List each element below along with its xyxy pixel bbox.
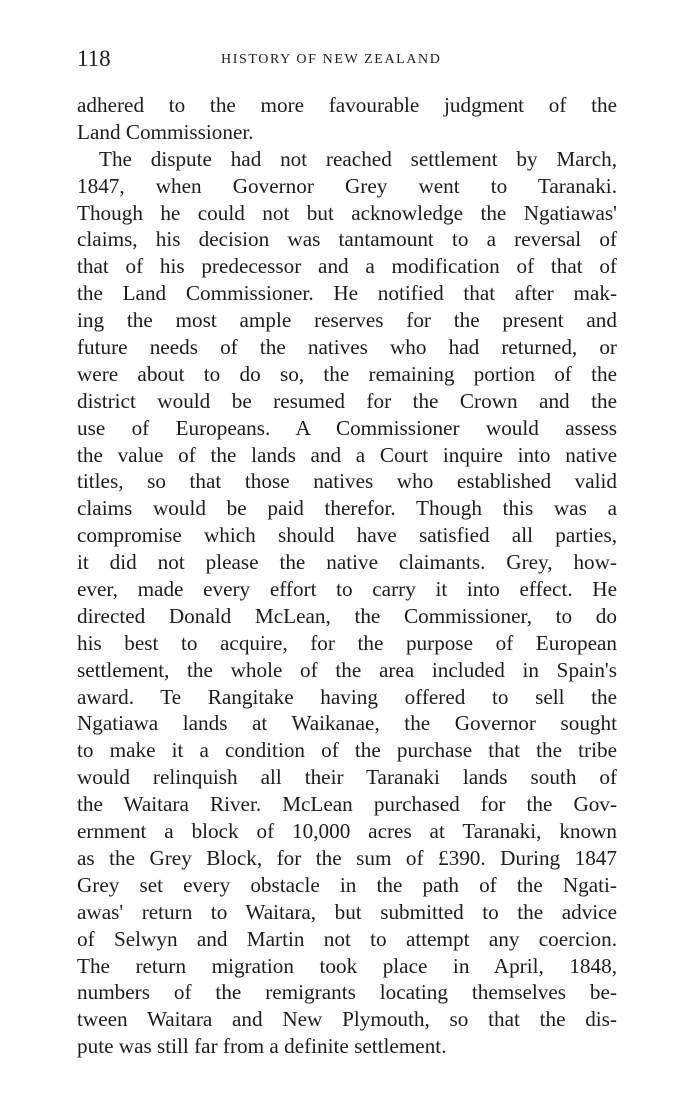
text-line: award. Te Rangitake having offered to sell the [77, 684, 617, 709]
text-line: to make it a condition of the purchase that the tribe [77, 738, 617, 763]
text-line: were about to do so, the remaining portion of the [77, 361, 617, 386]
text-line: 1847, when Governor Grey went to Taranaki. [77, 173, 617, 198]
text-line: numbers of the remigrants locating themselves be- [77, 980, 617, 1005]
running-title: HISTORY OF NEW ZEALAND [221, 52, 442, 67]
text-line: pute was still far from a definite settlement. [77, 1034, 447, 1059]
text-line: would relinquish all their Taranaki lands south of [77, 765, 617, 790]
text-line: Ngatiawa lands at Waikanae, the Governor sought [77, 711, 617, 736]
text-line: The return migration took place in April, 1848, [77, 953, 617, 978]
text-line: the value of the lands and a Court inquire into native [77, 442, 617, 467]
text-line: district would be resumed for the Crown and the [77, 388, 617, 413]
text-line: claims, his decision was tantamount to a reversal of [77, 227, 617, 252]
body-text [77, 92, 617, 1060]
text-line: awas' return to Waitara, but submitted to the advice [77, 899, 617, 924]
text-line: directed Donald McLean, the Commissioner, to do [77, 603, 617, 628]
text-line: the Waitara River. McLean purchased for the Gov- [77, 792, 617, 817]
text-line: the Land Commissioner. He notified that after mak- [77, 281, 617, 306]
text-line: use of Europeans. A Commissioner would assess [77, 415, 617, 440]
running-head [77, 44, 617, 74]
text-line: future needs of the natives who had returned, or [77, 335, 617, 360]
text-line: ernment a block of 10,000 acres at Taranaki, known [77, 819, 617, 844]
text-line: ing the most ample reserves for the present and [77, 308, 617, 333]
text-line: adhered to the more favourable judgment of the [77, 93, 617, 117]
text-line: ever, made every effort to carry it into effect. He [77, 577, 617, 602]
text-line: of Selwyn and Martin not to attempt any coercion. [77, 926, 617, 951]
text-line: titles, so that those natives who established valid [77, 469, 617, 494]
text-line: his best to acquire, for the purpose of European [77, 630, 617, 655]
text-line: tween Waitara and New Plymouth, so that the dis- [77, 1007, 617, 1032]
text-line: claims would be paid therefor. Though this was a [77, 496, 617, 521]
page-number: 118 [77, 46, 111, 71]
text-line: Land Commissioner. [77, 119, 254, 144]
text-line: Though he could not but acknowledge the Ngatiawas' [77, 200, 617, 225]
text-line: as the Grey Block, for the sum of £390. During 1847 [77, 845, 617, 870]
text-line: that of his predecessor and a modification of that of [77, 254, 617, 279]
paragraph-start-line: The dispute had not reached settlement by March, [99, 146, 617, 171]
text-line: compromise which should have satisfied all parties, [77, 523, 617, 548]
text-line: settlement, the whole of the area included in Spain's [77, 657, 617, 682]
text-line: Grey set every obstacle in the path of the Ngati- [77, 872, 617, 897]
text-line: it did not please the native claimants. Grey, how- [77, 550, 617, 575]
